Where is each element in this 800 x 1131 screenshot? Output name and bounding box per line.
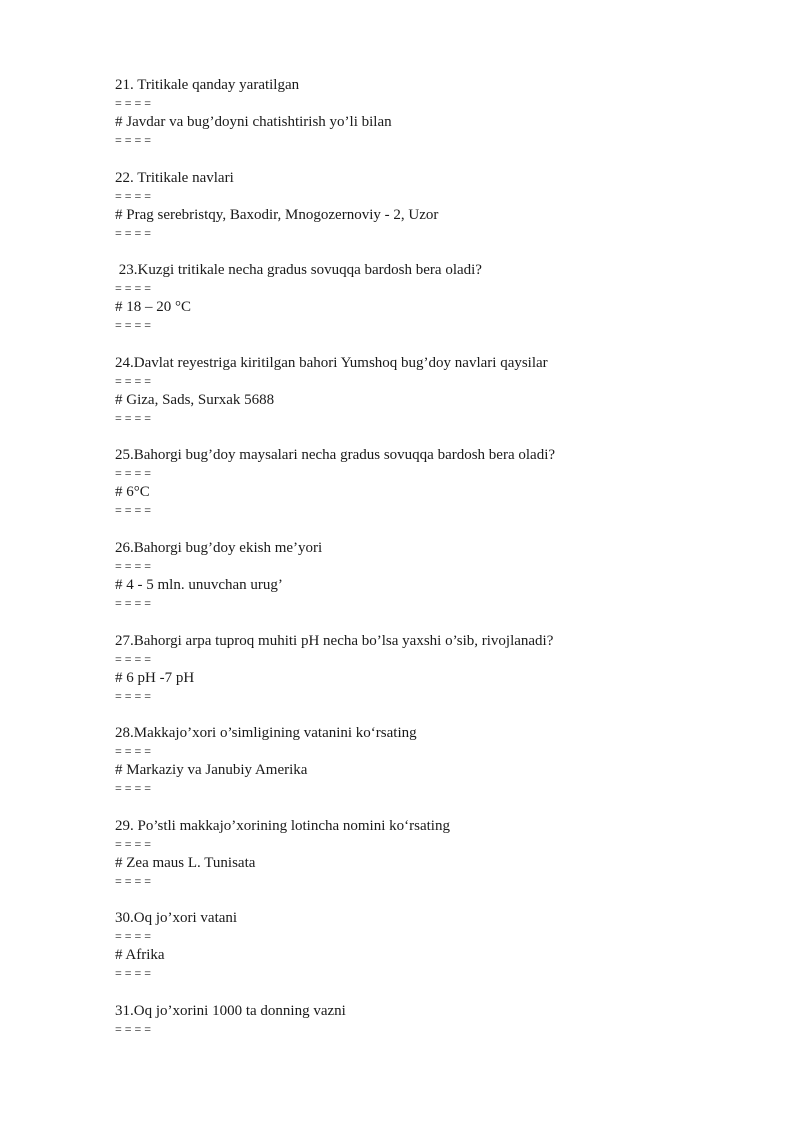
answer-text: # Afrika	[115, 947, 165, 964]
answer-text: # 6°C	[115, 484, 150, 501]
question-text: 25.Bahorgi bug’doy maysalari necha gradus sovuqqa bardosh bera oladi?	[115, 447, 556, 464]
answer-text: # Javdar va bug’doyni chatishtirish yo’li bilan	[115, 114, 392, 130]
answer-text: # 6 pH -7 pH	[115, 669, 195, 686]
separator: = = = =	[115, 558, 152, 573]
question-item-23	[114, 261, 754, 354]
separator: = = = =	[115, 466, 152, 481]
question-text: 26.Bahorgi bug’doy ekish me’yori	[115, 539, 323, 556]
separator: = = = =	[115, 781, 152, 796]
separator: = = = =	[115, 688, 152, 703]
separator: = = = =	[115, 966, 152, 981]
separator: = = = =	[115, 373, 152, 388]
separator: = = = =	[115, 929, 152, 944]
question-item-29	[114, 817, 754, 910]
separator: = = = =	[115, 651, 152, 666]
separator: = = = =	[115, 410, 152, 425]
question-text: 24.Davlat reyestriga kiritilgan bahori Yumshoq bug’doy navlari qaysilar	[115, 354, 548, 371]
answer-text: # 18 – 20 °C	[115, 299, 192, 316]
separator: = = = =	[115, 281, 152, 296]
separator: = = = =	[115, 1021, 152, 1036]
separator: = = = =	[115, 595, 152, 610]
separator: = = = =	[115, 873, 152, 888]
question-item-28	[114, 724, 754, 817]
question-list	[114, 76, 754, 1095]
separator: = = = =	[115, 96, 152, 110]
question-item-31	[114, 1002, 754, 1095]
answer-text: # Zea maus L. Tunisata	[115, 854, 256, 871]
question-text: 29. Po’stli makkajo’xorining lotincha nomini koʻrsating	[115, 817, 450, 834]
question-item-30	[114, 909, 754, 1002]
separator: = = = =	[115, 318, 152, 333]
answer-text: # Giza, Sads, Surxak 5688	[115, 391, 275, 408]
separator: = = = =	[115, 503, 152, 518]
separator: = = = =	[115, 744, 152, 759]
question-item-25	[114, 446, 754, 539]
separator: = = = =	[115, 133, 152, 147]
question-text: 30.Oq jo’xori vatani	[115, 910, 238, 927]
separator: = = = =	[115, 225, 152, 240]
separator: = = = =	[115, 836, 152, 851]
answer-text: # 4 - 5 mln. unuvchan urug’	[115, 576, 283, 593]
question-item-24	[114, 354, 754, 447]
answer-text: # Markaziy va Janubiy Amerika	[115, 762, 308, 779]
question-item-21	[114, 76, 754, 169]
question-text: 23.Kuzgi tritikale necha gradus sovuqqa bardosh bera oladi?	[115, 262, 482, 279]
answer-text: # Prag serebristqy, Baxodir, Mnogozernoviy - 2, Uzor	[115, 206, 439, 223]
separator: = = = =	[115, 188, 152, 203]
question-item-27	[114, 632, 754, 725]
question-item-26	[114, 539, 754, 632]
question-text: 21. Tritikale qanday yaratilgan	[115, 77, 300, 93]
question-text: 31.Oq jo’xorini 1000 ta donning vazni	[115, 1002, 346, 1019]
question-text: 22. Tritikale navlari	[115, 169, 234, 186]
question-text: 27.Bahorgi arpa tuproq muhiti pH necha bo’lsa yaxshi o’sib, rivojlanadi?	[115, 632, 554, 649]
question-text: 28.Makkajo’xori o’simligining vatanini koʻrsating	[115, 725, 417, 742]
question-item-22	[114, 169, 754, 262]
